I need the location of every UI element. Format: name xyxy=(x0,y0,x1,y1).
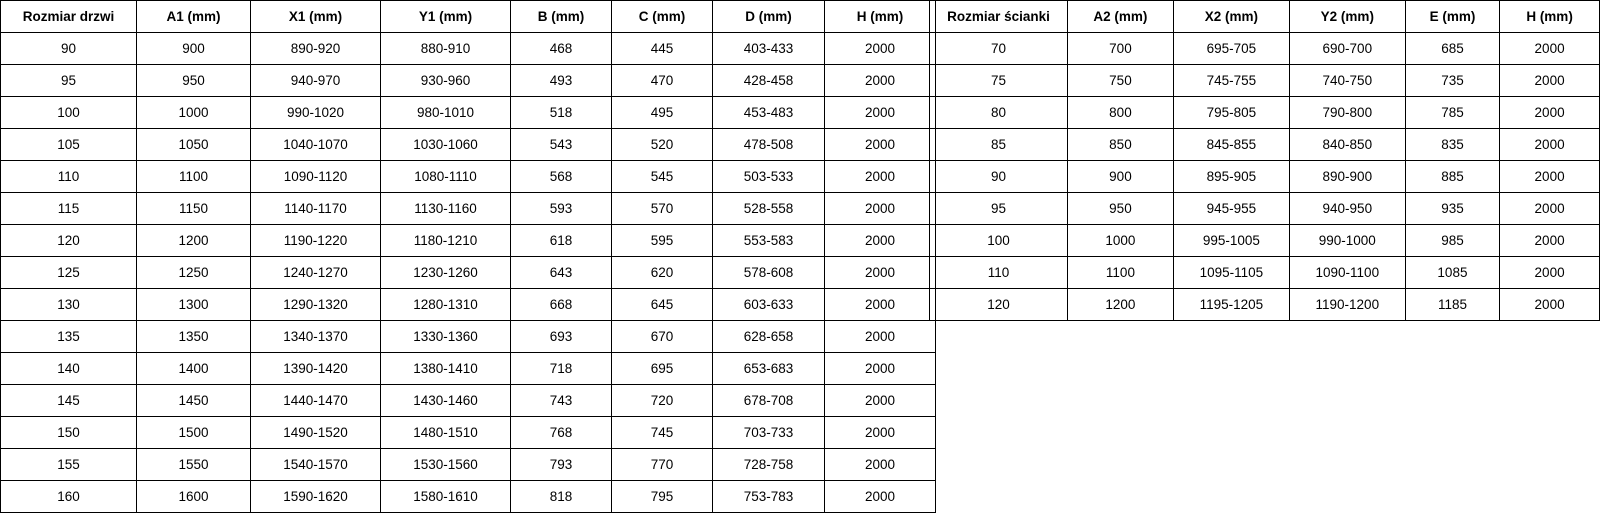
table-cell: 945-955 xyxy=(1173,193,1289,225)
table-cell: 795 xyxy=(612,481,713,513)
table-cell: 120 xyxy=(930,289,1068,321)
table-cell: 495 xyxy=(612,97,713,129)
table-cell: 2000 xyxy=(825,449,936,481)
table-cell: 553-583 xyxy=(713,225,825,257)
table-cell: 845-855 xyxy=(1173,129,1289,161)
table-cell: 695 xyxy=(612,353,713,385)
table-cell: 718 xyxy=(511,353,612,385)
table-cell: 1500 xyxy=(137,417,251,449)
table-cell: 1190-1200 xyxy=(1289,289,1405,321)
table-cell: 95 xyxy=(1,65,137,97)
column-header: Y2 (mm) xyxy=(1289,1,1405,33)
wall-size-table-container xyxy=(929,0,1600,321)
table-cell: 2000 xyxy=(825,321,936,353)
table-cell: 603-633 xyxy=(713,289,825,321)
table-cell: 518 xyxy=(511,97,612,129)
table-cell: 1090-1100 xyxy=(1289,257,1405,289)
table-cell: 693 xyxy=(511,321,612,353)
table-cell: 890-920 xyxy=(251,33,381,65)
table-cell: 1250 xyxy=(137,257,251,289)
table-cell: 70 xyxy=(930,33,1068,65)
table-row xyxy=(930,33,1600,65)
table-row xyxy=(1,193,936,225)
table-cell: 1450 xyxy=(137,385,251,417)
table-cell: 685 xyxy=(1405,33,1499,65)
table-cell: 90 xyxy=(930,161,1068,193)
table-cell: 520 xyxy=(612,129,713,161)
table-cell: 995-1005 xyxy=(1173,225,1289,257)
table-cell: 735 xyxy=(1405,65,1499,97)
table-cell: 1400 xyxy=(137,353,251,385)
table-cell: 568 xyxy=(511,161,612,193)
table-row xyxy=(1,33,936,65)
table-cell: 990-1020 xyxy=(251,97,381,129)
table-cell: 695-705 xyxy=(1173,33,1289,65)
table-cell: 2000 xyxy=(1500,129,1600,161)
table-cell: 850 xyxy=(1067,129,1173,161)
table-row xyxy=(930,97,1600,129)
table-cell: 840-850 xyxy=(1289,129,1405,161)
table-cell: 545 xyxy=(612,161,713,193)
table-cell: 1440-1470 xyxy=(251,385,381,417)
table-cell: 720 xyxy=(612,385,713,417)
table-cell: 990-1000 xyxy=(1289,225,1405,257)
table-cell: 1530-1560 xyxy=(381,449,511,481)
table-cell: 1030-1060 xyxy=(381,129,511,161)
table-header-row xyxy=(1,1,936,33)
table-cell: 2000 xyxy=(1500,33,1600,65)
table-cell: 528-558 xyxy=(713,193,825,225)
table-row xyxy=(1,385,936,417)
table-cell: 935 xyxy=(1405,193,1499,225)
table-cell: 1590-1620 xyxy=(251,481,381,513)
table-cell: 818 xyxy=(511,481,612,513)
table-cell: 1340-1370 xyxy=(251,321,381,353)
table-cell: 620 xyxy=(612,257,713,289)
table-row xyxy=(930,257,1600,289)
table-cell: 428-458 xyxy=(713,65,825,97)
table-cell: 750 xyxy=(1067,65,1173,97)
table-cell: 2000 xyxy=(825,65,936,97)
table-cell: 130 xyxy=(1,289,137,321)
table-cell: 1195-1205 xyxy=(1173,289,1289,321)
table-row xyxy=(1,97,936,129)
table-cell: 900 xyxy=(1067,161,1173,193)
table-cell: 1600 xyxy=(137,481,251,513)
table-cell: 100 xyxy=(1,97,137,129)
table-cell: 643 xyxy=(511,257,612,289)
table-cell: 930-960 xyxy=(381,65,511,97)
table-cell: 1090-1120 xyxy=(251,161,381,193)
table-cell: 753-783 xyxy=(713,481,825,513)
table-cell: 75 xyxy=(930,65,1068,97)
table-cell: 80 xyxy=(930,97,1068,129)
table-row xyxy=(1,481,936,513)
table-cell: 2000 xyxy=(825,353,936,385)
table-cell: 1150 xyxy=(137,193,251,225)
table-cell: 1330-1360 xyxy=(381,321,511,353)
table-cell: 793 xyxy=(511,449,612,481)
table-cell: 95 xyxy=(930,193,1068,225)
table-cell: 1095-1105 xyxy=(1173,257,1289,289)
table-row xyxy=(1,161,936,193)
table-cell: 2000 xyxy=(825,97,936,129)
table-cell: 1350 xyxy=(137,321,251,353)
table-cell: 2000 xyxy=(1500,161,1600,193)
table-cell: 790-800 xyxy=(1289,97,1405,129)
table-cell: 110 xyxy=(930,257,1068,289)
table-cell: 110 xyxy=(1,161,137,193)
wall-size-table xyxy=(929,0,1600,321)
table-row xyxy=(1,417,936,449)
table-cell: 1100 xyxy=(137,161,251,193)
table-cell: 653-683 xyxy=(713,353,825,385)
table-cell: 728-758 xyxy=(713,449,825,481)
table-cell: 160 xyxy=(1,481,137,513)
table-cell: 2000 xyxy=(825,161,936,193)
table-cell: 503-533 xyxy=(713,161,825,193)
table-cell: 950 xyxy=(1067,193,1173,225)
table-cell: 593 xyxy=(511,193,612,225)
column-header: X2 (mm) xyxy=(1173,1,1289,33)
table-cell: 135 xyxy=(1,321,137,353)
table-row xyxy=(930,65,1600,97)
table-row xyxy=(930,289,1600,321)
table-cell: 470 xyxy=(612,65,713,97)
table-cell: 403-433 xyxy=(713,33,825,65)
table-cell: 1000 xyxy=(137,97,251,129)
column-header: Rozmiar ścianki xyxy=(930,1,1068,33)
door-table-body xyxy=(1,33,936,513)
table-row xyxy=(1,449,936,481)
table-cell: 940-950 xyxy=(1289,193,1405,225)
table-cell: 835 xyxy=(1405,129,1499,161)
table-cell: 478-508 xyxy=(713,129,825,161)
table-cell: 1185 xyxy=(1405,289,1499,321)
table-cell: 1040-1070 xyxy=(251,129,381,161)
table-cell: 468 xyxy=(511,33,612,65)
table-cell: 2000 xyxy=(1500,193,1600,225)
table-cell: 800 xyxy=(1067,97,1173,129)
table-cell: 1000 xyxy=(1067,225,1173,257)
table-cell: 890-900 xyxy=(1289,161,1405,193)
table-cell: 895-905 xyxy=(1173,161,1289,193)
table-cell: 1200 xyxy=(1067,289,1173,321)
table-row xyxy=(1,257,936,289)
table-cell: 785 xyxy=(1405,97,1499,129)
table-cell: 1550 xyxy=(137,449,251,481)
table-row xyxy=(1,353,936,385)
table-cell: 618 xyxy=(511,225,612,257)
table-cell: 645 xyxy=(612,289,713,321)
table-cell: 2000 xyxy=(825,193,936,225)
table-cell: 628-658 xyxy=(713,321,825,353)
table-cell: 543 xyxy=(511,129,612,161)
table-cell: 703-733 xyxy=(713,417,825,449)
table-cell: 980-1010 xyxy=(381,97,511,129)
table-row xyxy=(1,129,936,161)
table-cell: 900 xyxy=(137,33,251,65)
table-cell: 2000 xyxy=(825,225,936,257)
column-header: E (mm) xyxy=(1405,1,1499,33)
table-cell: 740-750 xyxy=(1289,65,1405,97)
table-cell: 1140-1170 xyxy=(251,193,381,225)
table-cell: 1490-1520 xyxy=(251,417,381,449)
table-row xyxy=(930,225,1600,257)
table-cell: 140 xyxy=(1,353,137,385)
column-header: X1 (mm) xyxy=(251,1,381,33)
door-table-header xyxy=(1,1,936,33)
table-cell: 115 xyxy=(1,193,137,225)
table-cell: 453-483 xyxy=(713,97,825,129)
wall-table-body xyxy=(930,33,1600,321)
column-header: A2 (mm) xyxy=(1067,1,1173,33)
table-cell: 880-910 xyxy=(381,33,511,65)
table-cell: 1200 xyxy=(137,225,251,257)
table-cell: 950 xyxy=(137,65,251,97)
table-cell: 690-700 xyxy=(1289,33,1405,65)
column-header: B (mm) xyxy=(511,1,612,33)
table-cell: 1100 xyxy=(1067,257,1173,289)
table-cell: 1280-1310 xyxy=(381,289,511,321)
table-cell: 940-970 xyxy=(251,65,381,97)
table-cell: 1180-1210 xyxy=(381,225,511,257)
table-cell: 1390-1420 xyxy=(251,353,381,385)
table-cell: 1480-1510 xyxy=(381,417,511,449)
table-cell: 150 xyxy=(1,417,137,449)
table-cell: 745-755 xyxy=(1173,65,1289,97)
table-cell: 2000 xyxy=(1500,65,1600,97)
table-cell: 2000 xyxy=(825,289,936,321)
table-cell: 155 xyxy=(1,449,137,481)
table-cell: 743 xyxy=(511,385,612,417)
table-cell: 445 xyxy=(612,33,713,65)
column-header: A1 (mm) xyxy=(137,1,251,33)
table-cell: 2000 xyxy=(825,129,936,161)
table-cell: 700 xyxy=(1067,33,1173,65)
table-row xyxy=(1,289,936,321)
wall-table-header xyxy=(930,1,1600,33)
table-cell: 1230-1260 xyxy=(381,257,511,289)
table-cell: 2000 xyxy=(825,385,936,417)
table-cell: 2000 xyxy=(825,481,936,513)
table-cell: 1580-1610 xyxy=(381,481,511,513)
table-cell: 100 xyxy=(930,225,1068,257)
table-cell: 595 xyxy=(612,225,713,257)
table-cell: 570 xyxy=(612,193,713,225)
table-cell: 2000 xyxy=(1500,289,1600,321)
table-cell: 125 xyxy=(1,257,137,289)
column-header: C (mm) xyxy=(612,1,713,33)
table-cell: 120 xyxy=(1,225,137,257)
table-cell: 2000 xyxy=(1500,257,1600,289)
table-cell: 1430-1460 xyxy=(381,385,511,417)
table-cell: 745 xyxy=(612,417,713,449)
table-cell: 578-608 xyxy=(713,257,825,289)
table-cell: 670 xyxy=(612,321,713,353)
table-cell: 1050 xyxy=(137,129,251,161)
table-row xyxy=(1,225,936,257)
table-cell: 885 xyxy=(1405,161,1499,193)
table-row xyxy=(930,193,1600,225)
table-cell: 1540-1570 xyxy=(251,449,381,481)
column-header: D (mm) xyxy=(713,1,825,33)
table-cell: 2000 xyxy=(825,33,936,65)
table-cell: 2000 xyxy=(825,417,936,449)
table-cell: 1380-1410 xyxy=(381,353,511,385)
table-cell: 1300 xyxy=(137,289,251,321)
table-cell: 768 xyxy=(511,417,612,449)
table-header-row xyxy=(930,1,1600,33)
column-header: H (mm) xyxy=(1500,1,1600,33)
table-cell: 85 xyxy=(930,129,1068,161)
table-cell: 2000 xyxy=(825,257,936,289)
table-cell: 90 xyxy=(1,33,137,65)
table-cell: 1190-1220 xyxy=(251,225,381,257)
table-row xyxy=(930,161,1600,193)
table-row xyxy=(1,321,936,353)
table-cell: 1130-1160 xyxy=(381,193,511,225)
table-cell: 678-708 xyxy=(713,385,825,417)
table-cell: 668 xyxy=(511,289,612,321)
table-cell: 1085 xyxy=(1405,257,1499,289)
column-header: Y1 (mm) xyxy=(381,1,511,33)
table-cell: 105 xyxy=(1,129,137,161)
table-row xyxy=(1,65,936,97)
table-cell: 1290-1320 xyxy=(251,289,381,321)
table-cell: 985 xyxy=(1405,225,1499,257)
table-row xyxy=(930,129,1600,161)
table-cell: 2000 xyxy=(1500,97,1600,129)
table-cell: 145 xyxy=(1,385,137,417)
table-cell: 1240-1270 xyxy=(251,257,381,289)
column-header: Rozmiar drzwi xyxy=(1,1,137,33)
table-cell: 1080-1110 xyxy=(381,161,511,193)
table-cell: 795-805 xyxy=(1173,97,1289,129)
table-cell: 493 xyxy=(511,65,612,97)
table-cell: 2000 xyxy=(1500,225,1600,257)
table-cell: 770 xyxy=(612,449,713,481)
column-header: H (mm) xyxy=(825,1,936,33)
